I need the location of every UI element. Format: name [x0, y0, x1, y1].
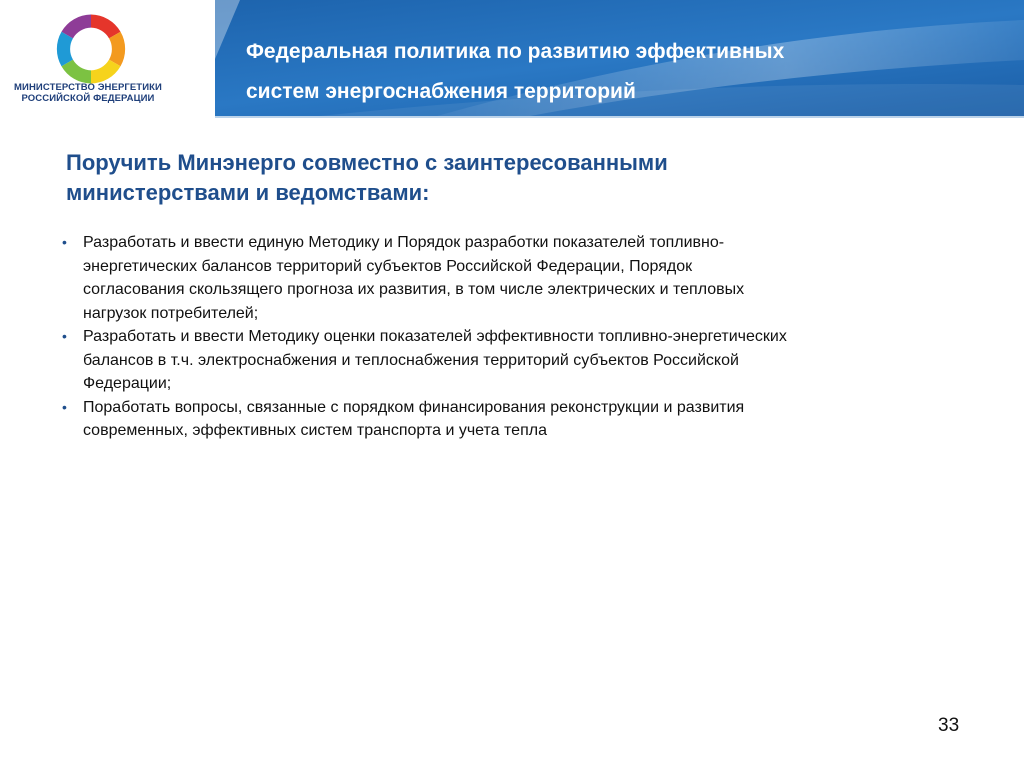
bullet-text-line: современных, эффективных систем транспорта и учета тепла: [83, 422, 547, 439]
bullet-text-line: согласования скользящего прогноза их развития, в том числе электрических и тепловых: [83, 281, 745, 298]
bullet-text-line: Разработать и ввести единую Методику и Порядок разработки показателей топливно-: [83, 234, 725, 251]
bullet-text-line: нагрузок потребителей;: [83, 304, 259, 322]
section-heading-line: министерствами и ведомствами:: [66, 180, 430, 205]
bullet-text-line: энергетических балансов территорий субъектов Российской Федерации, Порядок: [83, 257, 693, 275]
bullet-text-line: Федерации;: [83, 375, 172, 392]
ministry-ring-logo-icon: [50, 8, 132, 90]
page-number: 33: [938, 715, 960, 736]
slide-title-line: систем энергоснабжения территорий: [246, 80, 636, 103]
bullet-text-line: Разработать и ввести Методику оценки показателей эффективности топливно-энергетических: [83, 328, 787, 345]
bullet-list: [62, 231, 982, 443]
bullet-dot-icon: •: [62, 328, 67, 344]
bullet-text-line: балансов в т.ч. электроснабжения и теплоснабжения территорий субъектов Российской: [83, 351, 739, 369]
ministry-name-line: МИНИСТЕРСТВО ЭНЕРГЕТИКИ: [14, 82, 162, 93]
bullet-item: [62, 325, 982, 396]
logo-area: [0, 0, 215, 118]
bullet-item: [62, 231, 982, 325]
section-heading: [66, 148, 946, 208]
section-heading-line: Поручить Минэнерго совместно с заинтересованными: [66, 150, 668, 175]
bullet-item: [62, 396, 982, 443]
bullet-dot-icon: •: [62, 234, 67, 250]
bullet-text-line: Поработать вопросы, связанные с порядком финансирования реконструкции и развития: [83, 398, 745, 416]
ministry-name: [8, 82, 168, 104]
slide-title-line: Федеральная политика по развитию эффективных: [246, 40, 785, 63]
slide-title: [246, 32, 1006, 112]
bullet-dot-icon: •: [62, 398, 67, 415]
ministry-name-line: РОССИЙСКОЙ ФЕДЕРАЦИИ: [21, 93, 155, 104]
